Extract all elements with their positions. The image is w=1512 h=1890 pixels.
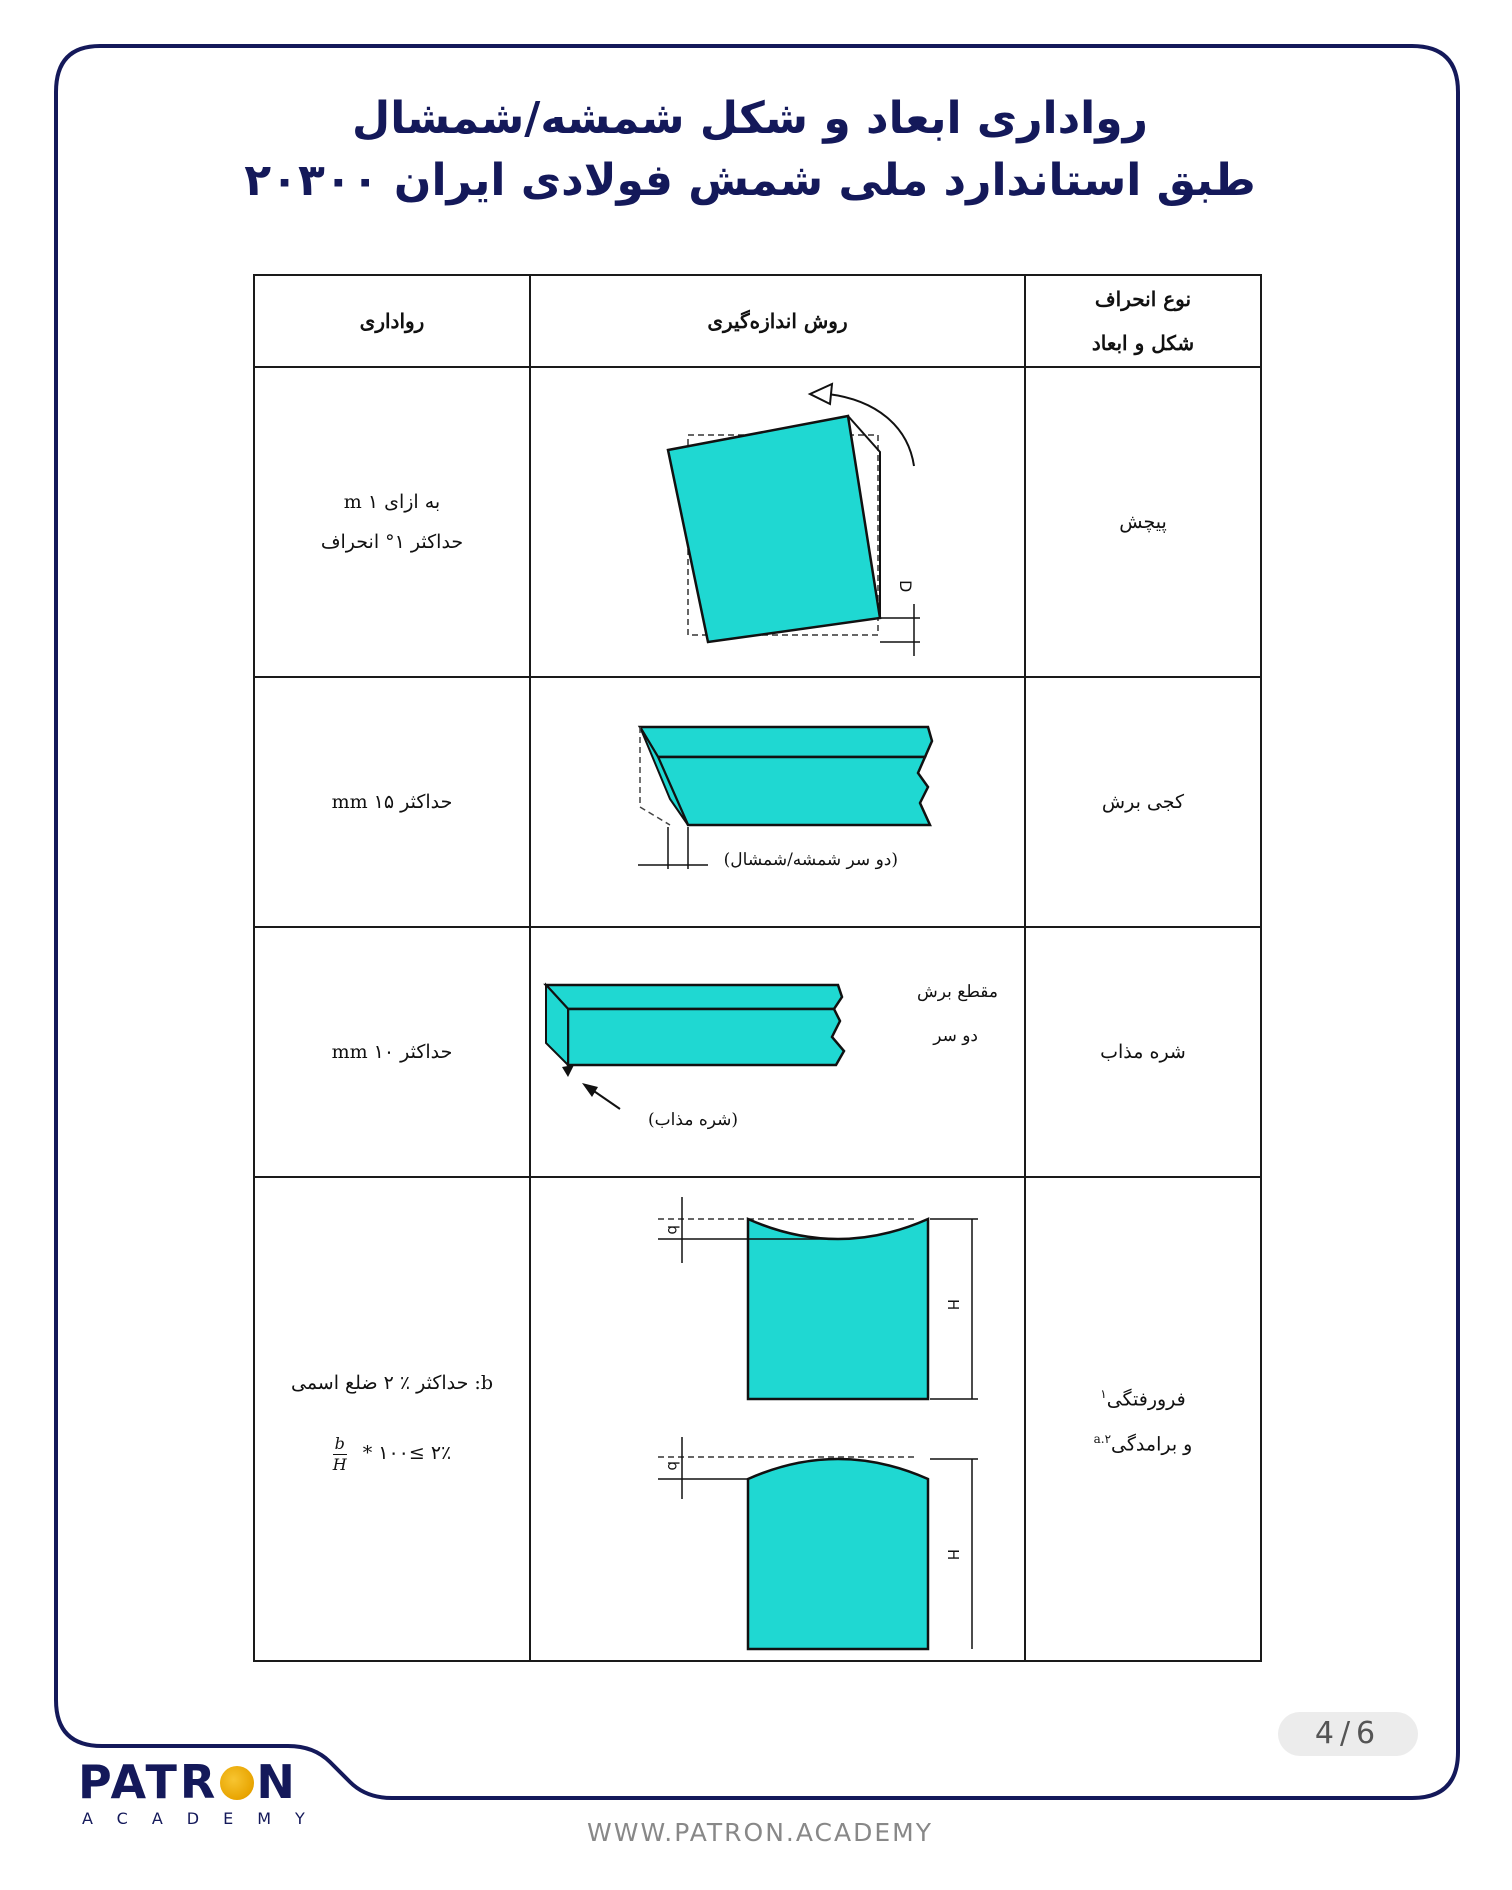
- deviation-text: شره مذاب: [1100, 1041, 1186, 1063]
- page-title: [100, 88, 1400, 212]
- formula-rest: * ۱۰۰≤ ۲٪: [362, 1442, 452, 1465]
- patron-logo: [78, 1756, 348, 1830]
- deviation-cell: [1025, 927, 1261, 1177]
- header-method-label: روش اندازه‌گیری: [707, 309, 848, 333]
- tolerance-text: حداکثر ۱۵ mm: [331, 791, 453, 813]
- deviation-text: [1026, 1419, 1260, 1464]
- deviation-text: [1026, 1374, 1260, 1419]
- method-cell: [530, 927, 1025, 1177]
- method-cell: [530, 367, 1025, 677]
- deviation-cell: [1025, 1177, 1261, 1661]
- table-row: [254, 927, 1261, 1177]
- deviation-line1: فرورفتگی: [1106, 1388, 1186, 1410]
- logo-globe-icon: [220, 1766, 254, 1800]
- deviation-sup2: a.۲: [1093, 1432, 1112, 1446]
- header-deviation: [1025, 275, 1261, 367]
- table-row: [254, 367, 1261, 677]
- diagram-label-drip: (شره مذاب): [647, 1110, 738, 1130]
- diagram-label-b: b: [663, 1225, 682, 1235]
- formula-fraction: [333, 1434, 347, 1475]
- tolerance-cell: [254, 1177, 530, 1661]
- logo-subtitle: ACADEMY: [82, 1809, 329, 1828]
- logo-text-right: N: [256, 1755, 298, 1809]
- deviation-cell: [1025, 677, 1261, 927]
- deviation-line2: و برامدگی: [1111, 1433, 1193, 1456]
- title-line-2: طبق استاندارد ملی شمش فولادی ایران ۲۰۳۰۰: [244, 155, 1256, 206]
- diagram-label-h: H: [943, 1549, 962, 1561]
- page-indicator: 4/6: [1278, 1712, 1418, 1756]
- tolerance-cell: [254, 927, 530, 1177]
- title-line-1: رواداری ابعاد و شکل شمشه/شمشال: [352, 93, 1148, 144]
- diagram-label-h: H: [943, 1299, 962, 1311]
- concavity-diagram: [598, 1189, 962, 1649]
- formula-denominator: H: [332, 1454, 347, 1474]
- tolerance-cell: [254, 367, 530, 677]
- header-deviation-line2: شکل و ابعاد: [1091, 331, 1195, 355]
- header-method: [530, 275, 1025, 367]
- table-row: [254, 677, 1261, 927]
- tolerance-cell: [254, 677, 530, 927]
- diagram-label-both-ends: (دو سر شمشه/شمشال): [723, 850, 898, 870]
- logo-wordmark: [78, 1756, 348, 1808]
- molten-drip-diagram: [538, 957, 1018, 1147]
- diagram-label-d: D: [895, 580, 915, 593]
- method-cell: [530, 1177, 1025, 1661]
- diagram-label-two-ends: دو سر: [932, 1026, 978, 1046]
- header-tolerance: [254, 275, 530, 367]
- website-url[interactable]: WWW.PATRON.ACADEMY: [587, 1818, 933, 1847]
- method-cell: [530, 677, 1025, 927]
- tolerance-text: به ازای ۱ m: [343, 491, 441, 513]
- twist-diagram: [598, 372, 958, 672]
- diagram-label-cut-section: مقطع برش: [916, 982, 998, 1002]
- deviation-text: کجی برش: [1101, 791, 1185, 813]
- deviation-cell: [1025, 367, 1261, 677]
- tolerance-text: حداکثر ۱° انحراف: [320, 531, 464, 553]
- tolerance-formula: [255, 1433, 529, 1475]
- header-deviation-line1: نوع انحراف: [1094, 287, 1192, 311]
- tolerance-text: b: حداکثر ٪ ۲ ضلع اسمی: [290, 1372, 493, 1395]
- diagram-label-b: b: [663, 1461, 682, 1471]
- table-row: [254, 1177, 1261, 1661]
- formula-numerator: b: [334, 1433, 345, 1453]
- skew-cut-diagram: [598, 707, 958, 897]
- tolerance-table: [253, 274, 1262, 1662]
- deviation-text: پیچش: [1119, 511, 1167, 533]
- deviation-sup1: ۱: [1100, 1386, 1107, 1401]
- table-header-row: [254, 275, 1261, 367]
- header-tolerance-label: رواداری: [359, 309, 425, 333]
- tolerance-text: حداکثر ۱۰ mm: [331, 1041, 453, 1063]
- logo-text-left: PATR: [78, 1755, 219, 1809]
